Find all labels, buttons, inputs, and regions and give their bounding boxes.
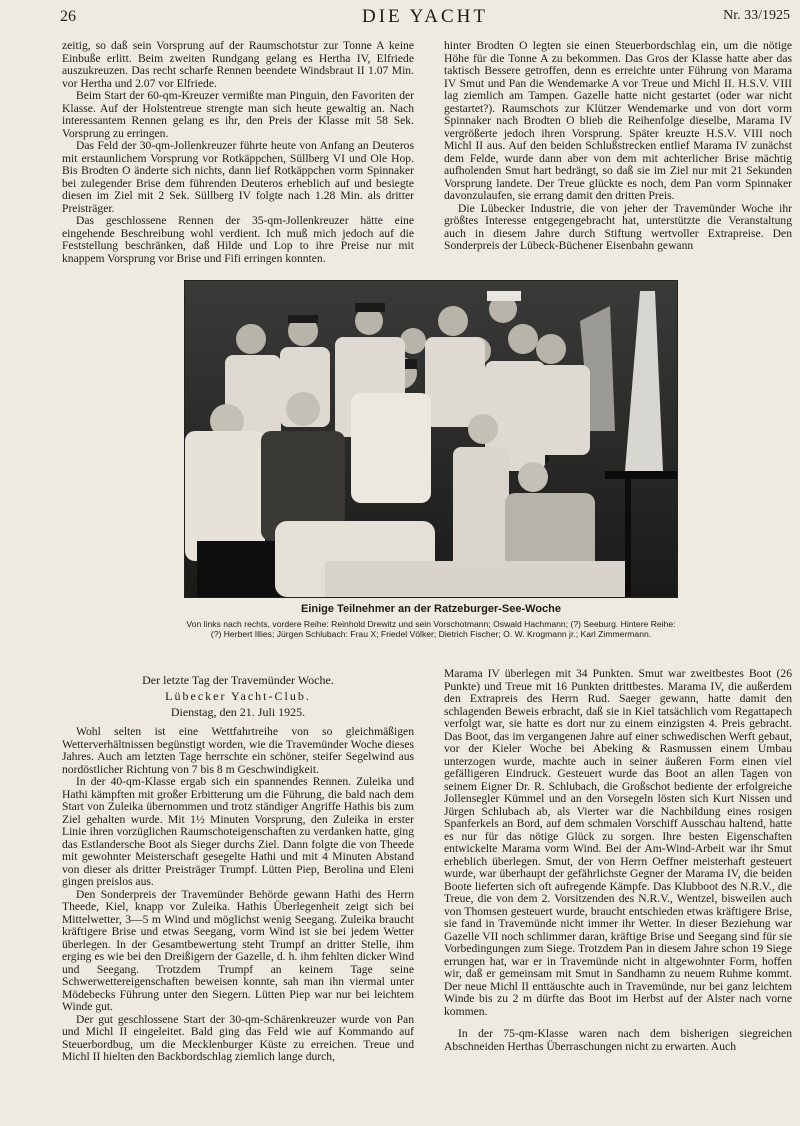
paragraph: Das geschlossene Rennen der 35-qm-Jollenkreuzer hätte eine eingehende Beschreibung wohl verdient. Ich muß mich jedoch auf die Feststellung beschränken, daß Hilde und Lop to ihre Preise nur mit knappem Vorsprung vor Brise und Fifi erringen konnten. [62, 214, 414, 265]
paragraph: Das Feld der 30-qm-Jollenkreuzer führte heute von Anfang an Deuteros mit erstaunlichem Vorsprung vor Rotkäppchen, Süllberg VI und Ole Hop. Bis Brodten O änderte sich nichts, dann lief Rotkäppchen vorm Spinnaker bei zulegender Brise dem führenden Deuteros erheblich auf und besiegte diesen im Ziel mit 2 Sek. Süllberg IV folgte nach 1.28 Min. als dritter Preisträger. [62, 139, 414, 215]
paragraph: Der gut geschlossene Start der 30-qm-Schärenkreuzer wurde von Pan und Michl II eingeleitet. Bald ging das Feld wie auf Kommando auf Steuerbordbug, um die Mecklenburger Küste zu erreichen. Treue und Michl II hielten den Backbordschlag ziemlich lange durch, [62, 1012, 414, 1063]
paragraph: In der 75-qm-Klasse waren nach dem bisherigen siegreichen Abschneiden Herthas Überraschungen nicht zu erwarten. Auch [444, 1027, 792, 1053]
photo-illustration [185, 281, 677, 597]
caption-text: Von links nach rechts, vordere Reihe: Reinhold Drewitz und sein Vorschotmann; Oswald Hachmann; (?) Seeburg. Hintere Reihe: (?) Herbert Illies; Jürgen Schlubach: Frau X; Friedel Völker; Dietrich Fischer; O. W. Krogmann jr.; Karl Zimmermann. [186, 619, 676, 639]
running-header [60, 6, 790, 30]
column-top-right [444, 40, 792, 253]
paragraph: zeitig, so daß sein Vorsprung auf der Raumschotstur zur Tonne A keine Einbuße erlitt. Beim zweiten Rundgang gelang es Hertha IV, Elfriede auszukreuzen. Das recht scharfe Rennen beendete Windsbraut II 1.07 Min. vor Hertha und 2.07 vor Elfriede. [62, 39, 414, 90]
article-date: Dienstag, den 21. Juli 1925. [170, 705, 306, 719]
paragraph: Die Lübecker Industrie, die von jeher der Travemünder Woche ihr größtes Interesse entgegengebracht hat, unterstützte die Veranstaltung auch in diesem Jahre durch Stiftung wertvoller Extrapreise. Den Sonderpreis der Lübeck-Büchener Eisenbahn gewann [444, 201, 792, 252]
club-name: Lübecker Yacht-Club. [165, 689, 311, 703]
page-number: 26 [60, 8, 76, 25]
column-bottom-left [62, 672, 414, 1064]
issue-number: Nr. 33/1925 [723, 8, 790, 23]
paragraph: hinter Brodten O legten sie einen Steuerbordschlag ein, um die nötige Höhe für die Tonne A zu bekommen. Das Gros der Klasse hatte aber das taktisch Bessere getroffen, denn es erreichte unter Führung von Marama IV Smut und Pan die Wendemarke A vor Treue und Michl II. H.S.V. VIII lag ziemlich am Tampen. Gazelle hatte nicht gestartet (oder war nicht gestartet?). Raumschots zur Klützer Wendemarke und von dort vorm Spinnaker nach Brodten O blieb die Reihenfolge dieselbe, Marama IV vergrößerte jedoch ihren Vorsprung. Später kreuzte H.S.V. VIII noch Michl II aus. Auf den beiden Schlußstrecken entlief Marama IV zunächst dem Felde, wurde dann aber von dem mit achterlicher Brise mächtig aufholenden Smut hart bedrängt, so daß sie im Ziel nur mit 21 Sekunden Vorsprung landete. Der Treue glückte es noch, dem Pan vorm Spinnaker davonzulaufen, sie errang damit den dritten Preis. [444, 39, 792, 202]
paragraph: Marama IV überlegen mit 34 Punkten. Smut war zweitbestes Boot (26 Punkte) und Treue mit 16 Punkten drittbestes. Marama IV, die außerdem den Extrapreis des Herrn Rud. Saeger gewann, hatte damit den schlagenden Beweis erbracht, daß sie in Kiel tatsächlich vom Regattapech verfolgt war, sie hatte es dort nur zu einem einzigsten 4. Preis gebracht. Das Boot, das im vergangenen Jahre auf einer schwedischen Werft gebaut, vor der Kieler Woche bei Abeking & Rasmussen einem Umbau unterzogen wurde, machte auch in seiner äußeren Form einen viel gefälligeren Eindruck. Gesteuert wurde das Boot an allen Tagen von seinem Eigner Dr. R. Schlubach, die Großschot bediente der erfolgreiche Jollensegler Kümmel und an den Vorsegeln lösten sich Kurt Nissen und Jürgen Schlubach ab, als Vierter war die Nachbildung eines rosigen Spanferkels an Bord, auf dem schmalen Vorschiff Ausschau haltend, hatte es nur für das nötige Glück zu sorgen. Ihre besten Eigenschaften entwickelte Marama vorm Wind. Bei der Am-Wind-Arbeit war ihr Smut erheblich überlegen. Smut, der von Herrn Oeffner meisterhaft gesteuert wurde, war überhaupt der gefährlichste Gegner der Marama IV, die beiden Boote lieferten sich oft aufregende Kämpfe. Das Klubboot des N.R.V., die Treue, die von dem 2. Vorsitzenden des N.R.V., Wentzel, bisweilen auch von Thomsen gesteuert wurde, braucht entschieden etwas kräftigere Brise, sie fand in Travemünde nicht immer ihr Wetter. In dieser Beziehung war Gazelle VII noch schlimmer daran, kräftige Brise und Seegang sind für sie Vorbedingungen zum Siege. Trotzdem Pan in diesem Jahre schon 19 Siege errungen hat, war er in Travemünde nicht in altgewohnter Form, hoffen wir, daß er gemeinsam mit Smut in Sandhamn zu neuem Ruhme kommt. Der neue Michl II enttäuschte auch in Travemünde, nur bei ganz leichtem Winde bis zu 2 m dürfte das Boot im Herbst auf der Alster nach vorne kommen. [444, 667, 792, 1018]
paragraph: Beim Start der 60-qm-Kreuzer vermißte man Pinguin, den Favoriten der Klasse. Auf der Holstentreue strengte man sich heute gewaltig an. Nach interessantem Rennen gelang es ihr, den Preis der Klasse mit 58 Sek. Vorsprung zu erringen. [62, 89, 414, 140]
paragraph: Den Sonderpreis der Travemünder Behörde gewann Hathi des Herrn Theede, Kiel, knapp vor Zuleika. Hathis Überlegenheit zeigt sich bei Mittelwetter, 3—5 m Wind und möglichst wenig Seegang. Zuleika braucht kräftigere Brise und etwas Seegang, vorm Wind ist sie bei jedem Wetter überlegen. In der Gesamtbewertung steht Trumpf an dritter Stelle, ihm erging es wie bei den Dreißigern der Gazelle, d. h. ihm fehlten dicker Wind und Seegang. Trotzdem Trumpf an keinem Tage seine Schwerwettereigenschaften beweisen konnte, sah man ihn viermal unter Mödebecks Führung unter den Siegern. Lütten Piep war nur bei leichtem Winde gut. [62, 887, 414, 1013]
article-heading: Der letzte Tag der Travemünder Woche. [142, 673, 334, 687]
column-top-left [62, 40, 414, 265]
caption-title: Einige Teilnehmer an der Ratzeburger-See-Woche [301, 603, 561, 615]
group-photo [184, 280, 678, 598]
magazine-title: DIE YACHT [361, 6, 489, 27]
paragraph: In der 40-qm-Klasse ergab sich ein spannendes Rennen. Zuleika und Hathi kämpften mit großer Erbitterung um die Führung, die bald nach dem Start von Zuleika übernommen und trotz ständiger Angriffe Hathis bis zum Ziel gehalten wurde. Mit 1½ Minuten Vorsprung, den Zuleika in erster Linie ihren vorzüglichen Raumschoteigenschaften zu verdanken hatte, ging das Estlandersche Boot als Sieger durchs Ziel. Dann folgte die von Theede mit gewohnter Meisterschaft gesegelte Hathi und mit 4 Minuten Abstand von dieser als dritter Preisträger Trumpf. Lütten Piep, Berolina und Eleni gingen preislos aus. [62, 775, 414, 888]
column-bottom-right [444, 668, 792, 1053]
paragraph: Wohl selten ist eine Wettfahrtreihe von so gleichmäßigen Wetterverhältnissen begünstigt worden, wie die Travemünder Woche dieses Jahres. Auch am letzten Tage herrschte ein schöner, steifer Segelwind aus nordöstlicher Richtung von 7 bis 8 m Geschwindigkeit. [62, 725, 414, 776]
photo-caption [186, 603, 676, 639]
